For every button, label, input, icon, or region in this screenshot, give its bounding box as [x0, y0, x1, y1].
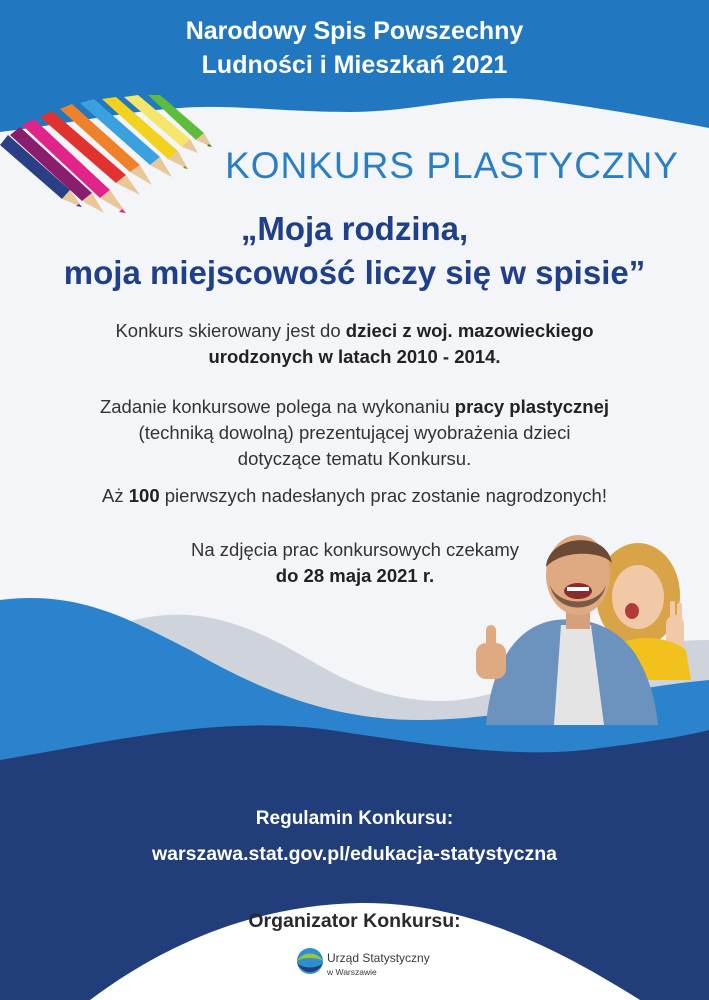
paragraph3-bold: 100: [128, 485, 160, 506]
organizer-label: Organizator Konkursu:: [248, 910, 461, 932]
header-line-1: Narodowy Spis Powszechny: [185, 17, 524, 45]
deadline-date: do 28 maja 2021 r.: [275, 565, 435, 586]
paragraph2-bold: pracy plastycznej: [454, 396, 610, 417]
organizer-name: Urząd Statystyczny: [327, 951, 430, 965]
slogan: [20, 207, 689, 295]
slogan-line-2: moja miejscowość liczy się w spisie”: [63, 254, 646, 291]
paragraph3-text-a: Aż: [102, 485, 129, 506]
konkurs-label: KONKURS PLASTYCZNY: [225, 145, 679, 186]
paragraph2-text-a: Zadanie konkursowe polega na wykonaniu: [99, 396, 455, 417]
slogan-line-1: „Moja rodzina,: [240, 210, 469, 247]
paragraph1-text: Konkurs skierowany jest do: [115, 320, 346, 341]
regulamin-label: Regulamin Konkursu:: [255, 808, 454, 829]
header-title: [0, 14, 709, 82]
paragraph4-text: Na zdjęcia prac konkursowych czekamy: [191, 539, 519, 560]
paragraph2-text-b: (techniką dowolną) prezentującej wyobrażenia dzieci: [138, 422, 571, 443]
paragraph2-text-c: dotyczące tematu Konkursu.: [237, 448, 472, 469]
header-line-2: Ludności i Mieszkań 2021: [201, 51, 508, 79]
paragraph1-bold-a: dzieci z woj. mazowieckiego: [345, 320, 594, 341]
paragraph-task: [40, 394, 669, 472]
organizer-sub: w Warszawie: [327, 967, 377, 977]
organizer-logo: [295, 944, 445, 988]
paragraph-eligibility: [40, 318, 669, 370]
regulamin-url-link[interactable]: warszawa.stat.gov.pl/edukacja-statystyczna: [152, 843, 557, 865]
father-and-daughter-photo: [466, 515, 709, 725]
paragraph-prizes: [40, 483, 669, 509]
paragraph3-text-b: pierwszych nadesłanych prac zostanie nagrodzonych!: [159, 485, 607, 506]
paragraph1-bold-b: urodzonych w latach 2010 - 2014.: [208, 346, 501, 367]
